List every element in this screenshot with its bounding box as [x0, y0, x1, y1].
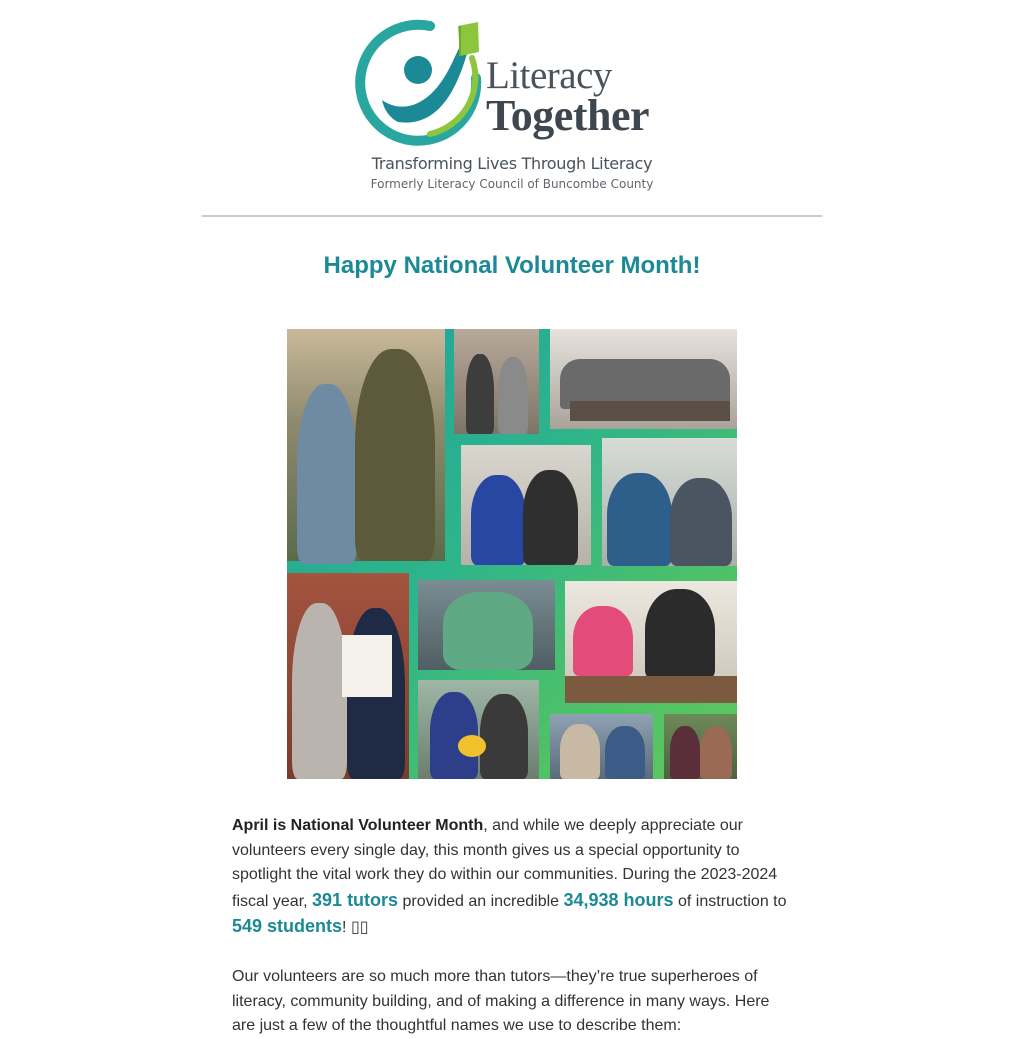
logo-word-together: Together	[486, 91, 650, 140]
collage-photo-7	[418, 580, 555, 670]
collage-photo-8	[565, 581, 737, 703]
tutors-stat: 391 tutors	[312, 889, 399, 910]
collage-photo-5	[602, 438, 737, 566]
reader-with-book-icon	[360, 18, 485, 143]
logo-word-literacy: Literacy	[486, 54, 612, 97]
collage-photo-1	[287, 329, 445, 561]
p1-text-1: , and while we deeply appreciate our volunteers every single day, this month gives us a special opportunity to spotlight the vital work they do within our communities. During the 2023-2024 fiscal year,	[232, 817, 778, 910]
hours-stat: 34,938 hours	[563, 889, 674, 910]
collage-photo-3	[550, 329, 737, 429]
superheroes-paragraph: Our volunteers are so much more than tutors—they’re true superheroes of literacy, community building, and of making a difference in many ways. Here are just a few of the thoughtful names we use to describe them:	[232, 968, 770, 1034]
students-stat: 549 students	[232, 916, 343, 936]
intro-paragraph	[232, 814, 792, 941]
tagline: Transforming Lives Through Literacy	[371, 154, 653, 173]
p1-text-2: provided an incredible	[398, 892, 564, 910]
emoji-placeholder-icon: ▯▯	[350, 917, 369, 936]
volunteer-photo-collage[interactable]	[287, 329, 737, 779]
collage-photo-2	[454, 329, 539, 434]
p1-text-3: of instruction to	[673, 892, 787, 910]
literacy-together-logo[interactable]	[360, 18, 670, 143]
page-headline: Happy National Volunteer Month!	[323, 252, 701, 279]
collage-photo-9	[418, 680, 539, 779]
formerly-note: Formerly Literacy Council of Buncombe County	[370, 177, 654, 191]
volunteer-month-lead: April is National Volunteer Month	[232, 817, 484, 834]
collage-photo-6	[287, 573, 409, 779]
header-divider	[202, 215, 822, 217]
collage-photo-10	[550, 714, 653, 779]
collage-photo-11	[664, 714, 737, 779]
collage-photo-4	[461, 445, 591, 565]
p1-text-4: !	[342, 919, 351, 936]
